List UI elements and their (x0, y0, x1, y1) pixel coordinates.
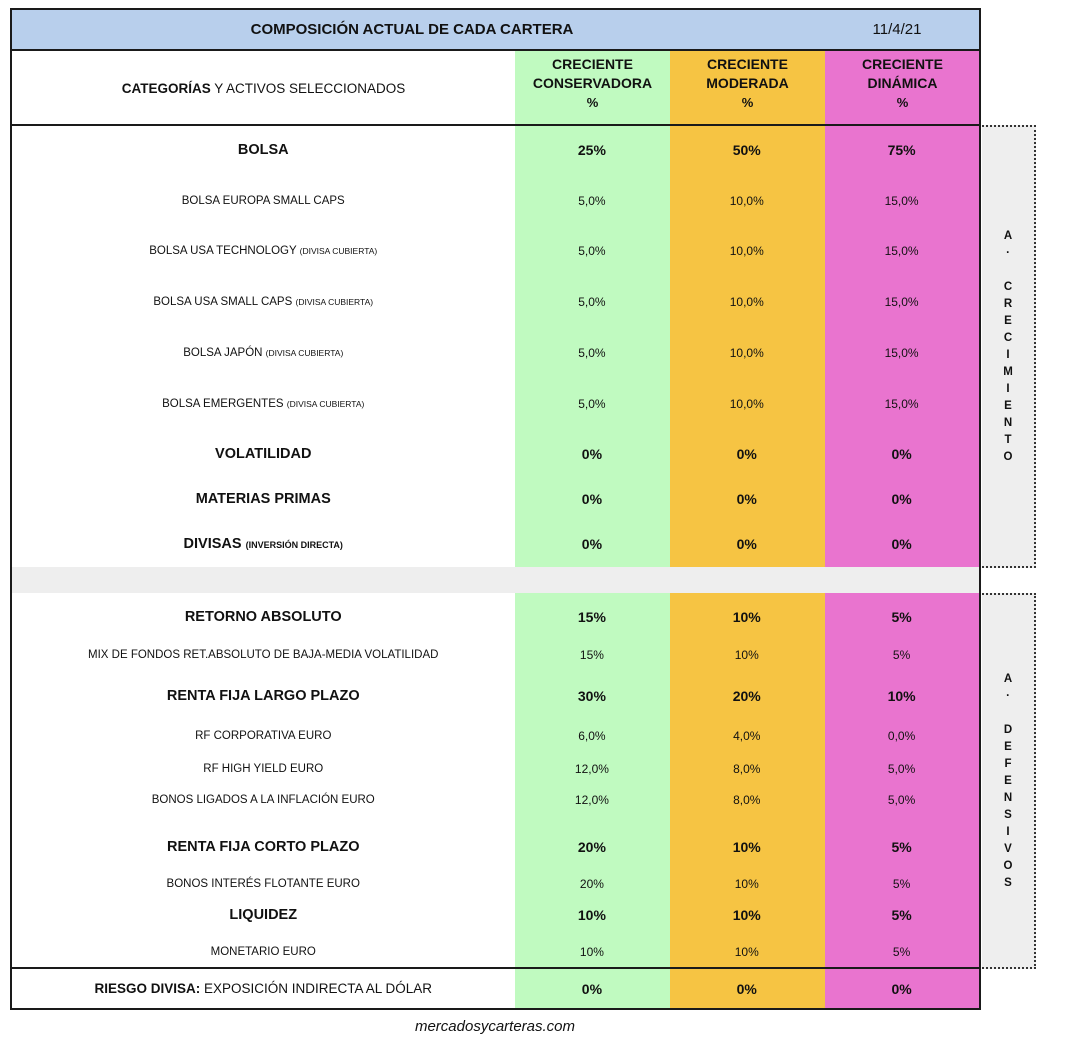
risk-currency-row (12, 969, 979, 1008)
value-dinamica: 5% (891, 907, 912, 923)
value-moderada: 10% (732, 609, 761, 625)
value-dinamica: 15,0% (884, 194, 919, 208)
value-moderada: 10,0% (729, 244, 764, 258)
side-letter: C (1003, 280, 1013, 293)
asset-row (12, 722, 979, 750)
value-moderada: 10,0% (729, 346, 764, 360)
value-conservadora: 5,0% (578, 397, 606, 411)
value-conservadora: 0% (581, 491, 603, 507)
value-dinamica: 5,0% (887, 793, 916, 807)
side-letter: C (1003, 331, 1013, 344)
value-moderada: 10% (732, 839, 761, 855)
side-letter: · (1006, 689, 1010, 702)
value-moderada: 10% (734, 648, 759, 662)
value-conservadora: 10% (577, 907, 606, 923)
value-moderada: 10% (734, 945, 759, 959)
value-dinamica: 5% (892, 877, 911, 891)
row-label-note: (DIVISA CUBIERTA) (265, 348, 344, 358)
side-letter: V (1004, 842, 1012, 855)
value-conservadora: 6,0% (578, 729, 606, 743)
side-letter: D (1003, 723, 1013, 736)
header-label-bold: CATEGORÍAS (121, 80, 211, 96)
value-moderada: 50% (732, 142, 761, 158)
side-letter: M (1003, 365, 1013, 378)
row-label (12, 878, 514, 890)
header-line1: CRECIENTE (862, 56, 943, 72)
side-letter: I (1006, 382, 1010, 395)
side-letter: E (1004, 740, 1012, 753)
category-row (12, 433, 979, 475)
value-conservadora: 0% (581, 536, 603, 552)
side-label-defensivos (982, 593, 1036, 969)
value-conservadora: 20% (577, 839, 606, 855)
header-line2: CONSERVADORA (532, 75, 653, 91)
value-moderada: 20% (732, 688, 761, 704)
value-dinamica: 15,0% (884, 244, 919, 258)
value-conservadora: 5,0% (578, 346, 606, 360)
category-row (12, 128, 979, 172)
side-letter: N (1003, 791, 1013, 804)
header-unit: % (586, 95, 599, 110)
row-label-text: BOLSA USA SMALL CAPS (153, 296, 296, 308)
asset-row (12, 330, 979, 376)
row-label (12, 839, 514, 855)
value-moderada: 8,0% (733, 762, 761, 776)
row-label-text: BONOS LIGADOS A LA INFLACIÓN EURO (151, 794, 375, 806)
side-letter: E (1004, 399, 1012, 412)
value-dinamica: 5% (892, 648, 911, 662)
header-column-dinamica (825, 55, 980, 125)
row-label (12, 794, 514, 806)
row-label-text: VOLATILIDAD (215, 446, 312, 462)
risk-label-rest: EXPOSICIÓN INDIRECTA AL DÓLAR (200, 981, 433, 996)
value-moderada: 4,0% (733, 729, 761, 743)
asset-row (12, 279, 979, 325)
row-label-note: (DIVISA CUBIERTA) (286, 399, 365, 409)
asset-row (12, 938, 979, 966)
row-label-text: BOLSA JAPÓN (183, 347, 266, 359)
value-dinamica: 0% (891, 536, 912, 552)
value-dinamica: 0,0% (887, 729, 916, 743)
value-moderada: 10,0% (729, 194, 764, 208)
header-line2: MODERADA (706, 75, 789, 91)
row-label (12, 907, 514, 923)
row-label-text: MONETARIO EURO (210, 946, 316, 958)
header-line1: CRECIENTE (552, 56, 633, 72)
side-letter: T (1004, 433, 1012, 446)
asset-row (12, 870, 979, 898)
side-letter: S (1004, 808, 1012, 821)
value-conservadora: 0% (581, 446, 603, 462)
side-letter: S (1004, 876, 1012, 889)
value-dinamica: 5% (891, 609, 912, 625)
row-label (12, 730, 514, 742)
side-label-crecimiento (982, 125, 1036, 568)
row-label-text: BOLSA (237, 142, 289, 158)
category-row (12, 598, 979, 636)
row-label (12, 195, 514, 207)
value-dinamica: 5% (891, 839, 912, 855)
value-dinamica: 0% (891, 980, 912, 997)
row-label-text: RETORNO ABSOLUTO (184, 609, 342, 625)
row-label-note: (DIVISA CUBIERTA) (295, 297, 374, 307)
header-line2: DINÁMICA (867, 75, 938, 91)
value-moderada: 0% (736, 980, 757, 997)
date-label: 11/4/21 (872, 21, 922, 38)
value-dinamica: 5,0% (887, 762, 916, 776)
value-conservadora: 12,0% (574, 762, 609, 776)
side-letter: A (1003, 672, 1013, 685)
side-letter: I (1006, 348, 1010, 361)
row-label (12, 142, 514, 158)
category-row (12, 478, 979, 520)
side-letter: O (1003, 450, 1013, 463)
category-row (12, 898, 979, 932)
value-dinamica: 5% (892, 945, 911, 959)
row-label-text: MIX DE FONDOS RET.ABSOLUTO DE BAJA-MEDIA VOLATILIDAD (88, 649, 439, 661)
value-dinamica: 15,0% (884, 295, 919, 309)
asset-row (12, 640, 979, 670)
row-label-text: LIQUIDEZ (229, 907, 298, 923)
row-label-text: BOLSA EUROPA SMALL CAPS (181, 195, 345, 207)
value-moderada: 0% (736, 446, 757, 462)
row-label (12, 609, 514, 625)
value-conservadora: 30% (577, 688, 606, 704)
header-column-moderada (670, 55, 825, 125)
value-moderada: 10% (732, 907, 761, 923)
row-label (12, 296, 514, 308)
header-unit: % (741, 95, 754, 110)
asset-row (12, 755, 979, 783)
page-title: COMPOSICIÓN ACTUAL DE CADA CARTERA (250, 21, 574, 38)
value-moderada: 0% (736, 536, 757, 552)
asset-row (12, 228, 979, 274)
value-conservadora: 20% (579, 877, 604, 891)
footer-source: mercadosycarteras.com (414, 1018, 576, 1035)
value-conservadora: 15% (577, 609, 606, 625)
row-label-note: (INVERSIÓN DIRECTA) (245, 540, 343, 550)
side-letter: O (1003, 859, 1013, 872)
value-conservadora: 10% (579, 945, 604, 959)
value-dinamica: 10% (887, 688, 916, 704)
row-label (12, 688, 514, 704)
row-label (12, 347, 514, 359)
side-letter: E (1004, 774, 1012, 787)
risk-label-bold: RIESGO DIVISA: (94, 981, 201, 996)
value-conservadora: 12,0% (574, 793, 609, 807)
value-moderada: 10,0% (729, 295, 764, 309)
row-label-text: RENTA FIJA LARGO PLAZO (166, 688, 360, 704)
category-row (12, 676, 979, 716)
value-dinamica: 0% (891, 491, 912, 507)
value-moderada: 10% (734, 877, 759, 891)
row-label-text: MATERIAS PRIMAS (195, 491, 331, 507)
header-column-conservadora (515, 55, 670, 125)
value-dinamica: 0% (891, 446, 912, 462)
side-letter: F (1004, 757, 1012, 770)
asset-row (12, 786, 979, 814)
side-letter: I (1006, 825, 1010, 838)
value-conservadora: 0% (581, 980, 603, 997)
row-label (12, 446, 514, 462)
value-dinamica: 15,0% (884, 397, 919, 411)
title-bar (10, 8, 981, 51)
row-label (12, 491, 514, 507)
value-dinamica: 15,0% (884, 346, 919, 360)
side-letter: N (1003, 416, 1013, 429)
header-line1: CRECIENTE (707, 56, 788, 72)
value-conservadora: 25% (577, 142, 606, 158)
row-label (12, 536, 514, 552)
header-unit: % (896, 95, 909, 110)
value-moderada: 0% (736, 491, 757, 507)
header-label (12, 51, 515, 125)
value-conservadora: 15% (579, 648, 604, 662)
row-label-text: BONOS INTERÉS FLOTANTE EURO (166, 878, 360, 890)
row-label-text: RF CORPORATIVA EURO (195, 730, 332, 742)
value-conservadora: 5,0% (578, 295, 606, 309)
category-row (12, 523, 979, 565)
row-label-text: DIVISAS (183, 536, 246, 552)
row-label (12, 398, 514, 410)
row-label-note: (DIVISA CUBIERTA) (299, 246, 378, 256)
row-label (12, 649, 514, 661)
category-row (12, 828, 979, 866)
side-letter: A (1003, 229, 1013, 242)
row-label (12, 245, 514, 257)
value-moderada: 8,0% (733, 793, 761, 807)
row-label (12, 763, 514, 775)
side-letter: E (1004, 314, 1012, 327)
side-letter: R (1003, 297, 1013, 310)
value-conservadora: 5,0% (578, 244, 606, 258)
asset-row (12, 178, 979, 224)
value-moderada: 10,0% (729, 397, 764, 411)
row-label-text: RENTA FIJA CORTO PLAZO (166, 839, 360, 855)
header-label-rest: Y ACTIVOS SELECCIONADOS (210, 80, 406, 96)
row-label (12, 981, 514, 996)
row-label-text: BOLSA EMERGENTES (162, 398, 287, 410)
row-label-text: RF HIGH YIELD EURO (203, 763, 324, 775)
asset-row (12, 381, 979, 427)
row-label (12, 946, 514, 958)
side-letter: · (1006, 246, 1010, 259)
row-label-text: BOLSA USA TECHNOLOGY (149, 245, 300, 257)
value-conservadora: 5,0% (578, 194, 606, 208)
value-dinamica: 75% (887, 142, 916, 158)
